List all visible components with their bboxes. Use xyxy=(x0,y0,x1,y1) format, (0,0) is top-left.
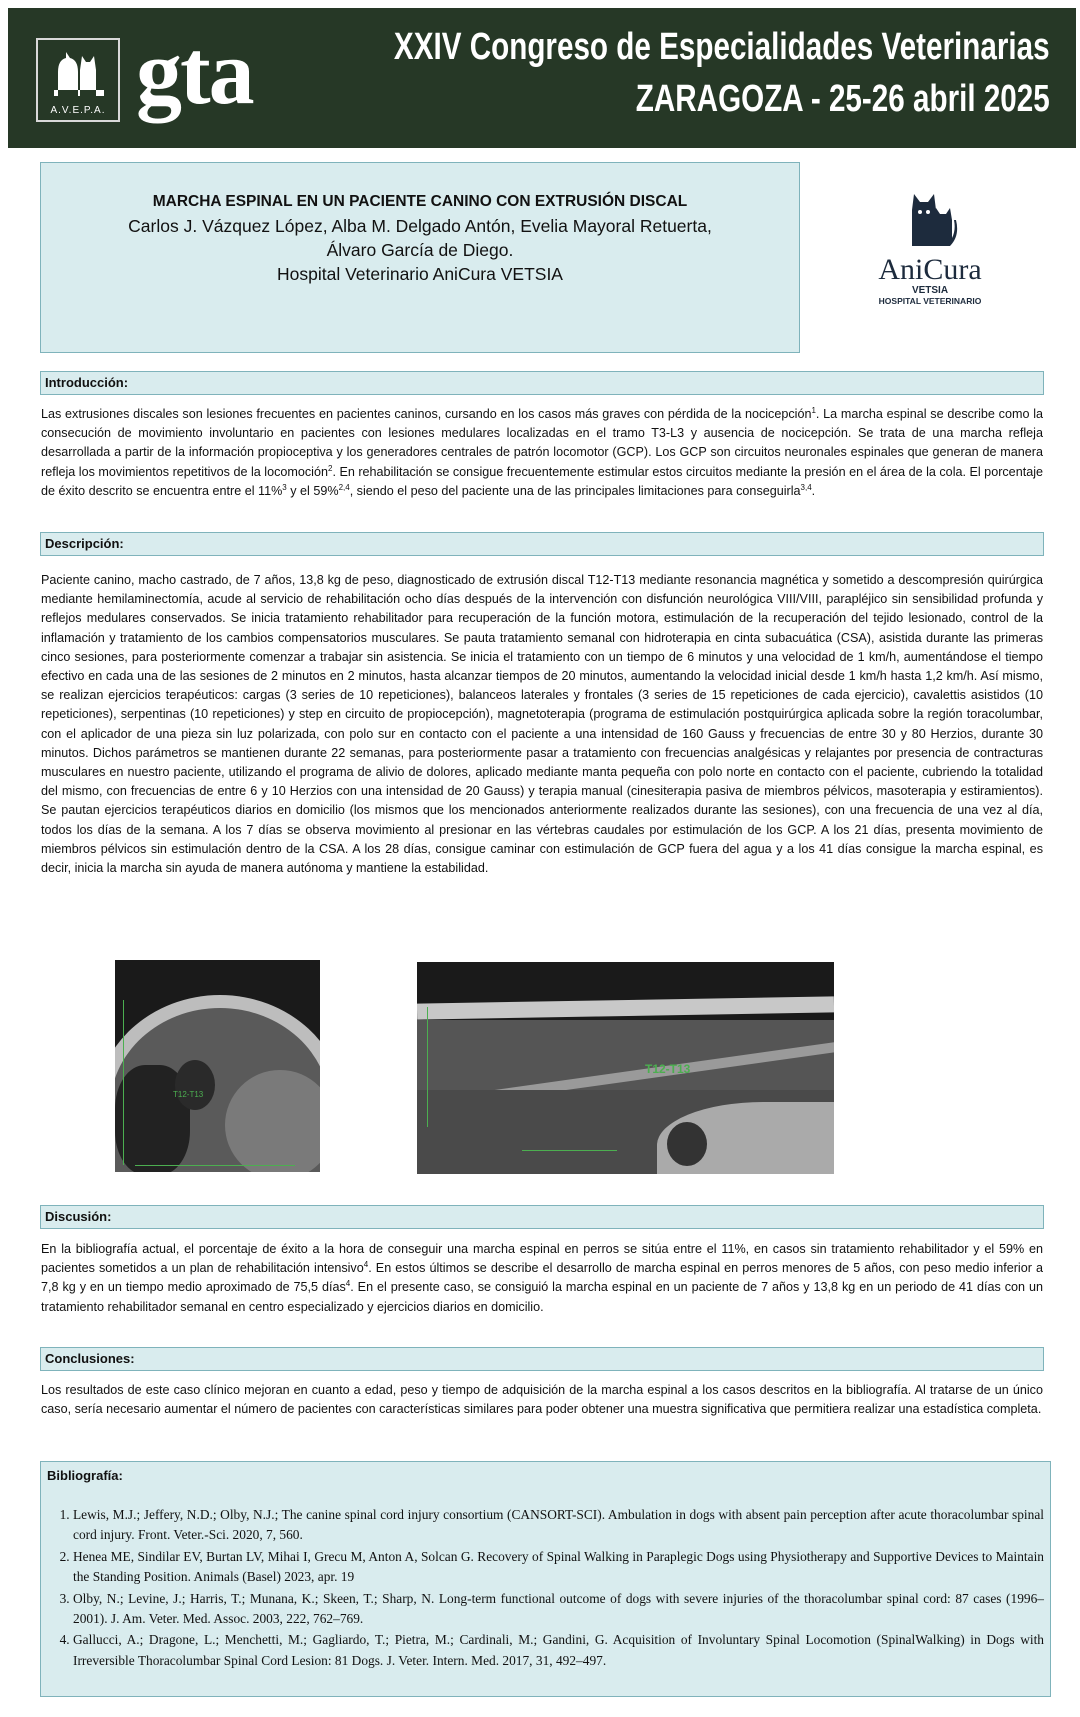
bibliography-item: 1. Lewis, M.J.; Jeffery, N.D.; Olby, N.J.; The canine spinal cord injury consortium (CANSORT-SCI). Ambulation in dogs with absent pain perception after acute thoracolumbar spinal cord injury. Front. Veter.-Sci. 2020, 7, 560. xyxy=(73,1505,1044,1546)
description-heading: Descripción: xyxy=(40,532,1044,556)
anicura-logo xyxy=(860,190,1000,305)
text-fragment: . La marcha espinal se describe como la consecución de movimiento involuntario en pacientes con lesiones medulares localizadas en el tramo T3-L3 y ausencia de nocicepción. Se trata de una marcha refleja desarrollada a partir de la información propioceptiva y los generadores centrales de patrón locomotor (GCP). Los GCP son circuitos neuronales espinales que generan de manera refleja los movimientos repetitivos de la locomoción xyxy=(41,407,1043,479)
mri-sagittal-label: T12-T13 xyxy=(645,1062,691,1076)
mri-axial-label: T12-T13 xyxy=(173,1090,204,1099)
citation-ref: 1 xyxy=(811,405,816,415)
bibliography-item: 2. Henea ME, Sindilar EV, Burtan LV, Mihai I, Grecu M, Anton A, Solcan G. Recovery of Spinal Walking in Paraplegic Dogs using Physiotherapy and Supportive Devices to Maintain the Standing Position. Animals (Basel) 2023, apr. 19 xyxy=(73,1547,1044,1588)
citation-ref: 2,4 xyxy=(338,482,350,492)
anicura-cats-icon xyxy=(902,190,958,246)
text-fragment: En la bibliografía actual, el porcentaje de éxito a la hora de conseguir una marcha espinal en perros se sitúa entre el 11%, en casos sin tratamiento rehabilitador y el 59% en pacientes sometidos a un plan de rehabilitación intensivo xyxy=(41,1242,1043,1276)
citation-ref: 4 xyxy=(363,1260,369,1270)
intro-text xyxy=(41,405,1043,501)
congress-header-banner xyxy=(8,8,1076,148)
conclusions-heading: Conclusiones: xyxy=(40,1347,1044,1371)
authors-line-1: Carlos J. Vázquez López, Alba M. Delgado Antón, Evelia Mayoral Retuerta, xyxy=(128,216,712,236)
conclusions-text: Los resultados de este caso clínico mejoran en cuanto a edad, peso y tiempo de adquisición de la marcha espinal a los casos descritos en la bibliografía. Al tratarse de un único caso, sería necesario aumentar el número de pacientes con características similares para poder obtener una muestra significativa que permitiera realizar una estadística completa. xyxy=(41,1383,1043,1417)
anicura-hospital: HOSPITAL VETERINARIO xyxy=(878,296,982,306)
text-fragment: . xyxy=(811,483,816,498)
authors-line-2: Álvaro García de Diego. xyxy=(326,240,514,260)
discussion-text xyxy=(41,1240,1043,1317)
citation-ref: 2 xyxy=(328,463,333,473)
gta-logo: gta xyxy=(136,21,253,123)
text-fragment: . En estos últimos se describe el desarrollo de marcha espinal en perros menores de 5 años, con peso medio inferior a 7,8 kg y en un tiempo medio aproximado de 75,5 días xyxy=(41,1261,1044,1295)
congress-title: XXIV Congreso de Especialidades Veterinarias xyxy=(394,26,1050,68)
avepa-label: A.V.E.P.A. xyxy=(50,105,106,116)
mri-axial-image xyxy=(115,960,320,1172)
bibliography-item: 4. Gallucci, A.; Dragone, L.; Menchetti, M.; Gagliardo, T.; Pietra, M.; Cardinali, M.; Gandini, G. Acquisition of Involuntary Spinal Locomotion (SpinalWalking) in Dogs with Irreversible Thoracolumbar Spinal Cord Lesion: 81 Dogs. J. Veter. Intern. Med. 2017, 31, 492–497. xyxy=(73,1630,1044,1671)
text-fragment: , siendo el peso del paciente una de las principales limitaciones para conseguirla xyxy=(349,483,801,498)
bibliography-heading: Bibliografía: xyxy=(47,1468,123,1483)
text-fragment: y el 59% xyxy=(286,483,339,498)
bibliography-box xyxy=(40,1461,1051,1697)
anicura-vetsia: VETSIA xyxy=(911,285,949,296)
mri-sagittal-image xyxy=(417,962,834,1174)
text-fragment: . En el presente caso, se consiguió la marcha espinal en un paciente de 7 años y 13,8 kg en un periodo de 41 días con un tratamiento rehabilitador semanal en centro especializado y ejercicios diarios en domicilio. xyxy=(41,1280,1043,1314)
bibliography-list xyxy=(47,1505,1044,1671)
title-box xyxy=(40,162,800,353)
text-fragment: . En rehabilitación se consigue frecuentemente estimular estos circuitos mediante la presión en el área de la cola. El porcentaje de éxito descrito se encuentra entre el 11% xyxy=(41,464,1043,498)
citation-ref: 4 xyxy=(345,1279,351,1289)
description-text: Paciente canino, macho castrado, de 7 años, 13,8 kg de peso, diagnosticado de extrusión discal T12-T13 mediante resonancia magnética y sometido a descompresión quirúrgica mediante hemilaminectomía, acude al servicio de rehabilitación ocho días después de la intervención con disfunción neurológica VIII/VIII, parapléjico sin sensibilidad profunda y reflejos medulares conservados. Se inicia tratamiento rehabilitador para recuperación de la función motora, estimulación de la recuperación del tejido lesionado, control de la inflamación y tratamiento de los cambios compensatorios musculares. Se pauta tratamiento semanal con hidroterapia en cinta subacuática (CSA), asistida durante las primeras cinco sesiones, para posteriormente comenzar a trabajar sin asistencia. Se inicia el tratamiento con un tiempo de 6 minutos y una velocidad de 1 km/h, aumentándose el tiempo efectivo en cada una de las sesiones de 2 minutos en 2 minutos, hasta alcanzar tiempos de 20 minutos, aumentando la velocidad inicial desde 1 km/h hasta 1,2 km/h. Así mismo, se realizan ejercicios terapéuticos: cargas (3 series de 10 repeticiones), balanceos laterales y frontales (3 series de 15 repeticiones de cada ejercicio), cavalettis asistidos (10 repeticiones), serpentinas (10 repeticiones) y step en circuito de propiocepción), magnetoterapia (programa de estimulación postquirúrgica aplicada sobre la región toracolumbar, con el aplicador de una pieza sin luz polarizada, con polo sur en contacto con el paciente a una intensidad de 160 Gauss y frecuencias de entre 30 y 80 Herzios, durante 30 minutos. Dichos parámetros se mantienen durante 22 semanas, para posteriormente pasar a tratamiento con frecuencias analgésicas y relajantes por presencia de contracturas musculares en nuestro paciente, utilizando el programa de alivio de dolores, aplicado mediante manta pequeña con polo norte en contacto con el paciente, cubriendo la totalidad del mismo, con frecuencias de entre 6 y 10 Herzios con una intensidad de 20 Gauss) y terapia manual (cinesiterapia pasiva de miembros pélvicos, masoterapia y estiramientos). Se pautan ejercicios terapéuticos diarios en domicilio (los mismos que los mencionados anteriormente realizados durante las sesiones), con una frecuencia de una vez al día, todos los días de la semana. A los 7 días se observa movimiento al presionar en las vértebras caudales por estimulación de los GCP. A los 21 días, presenta movimiento de miembros pélvicos sin estimulación dentro de la CSA. A los 28 días, consigue caminar con estimulación de GCP fuera del agua y a los 41 días consigue la marcha espinal, es decir, inicia la marcha sin ayuda de manera autónoma y mantiene la estabilidad. xyxy=(41,573,1043,876)
citation-ref: 3,4 xyxy=(800,482,812,492)
discussion-heading: Discusión: xyxy=(40,1205,1044,1229)
dog-cat-logo-icon xyxy=(52,50,106,96)
bibliography-item: 3. Olby, N.; Levine, J.; Harris, T.; Munana, K.; Skeen, T.; Sharp, N. Long-term functional outcome of dogs with severe injuries of the thoracolumbar spinal cord: 87 cases (1996–2001). J. Am. Veter. Med. Assoc. 2003, 222, 762–769. xyxy=(73,1589,1044,1630)
avepa-logo xyxy=(36,38,120,122)
citation-ref: 3 xyxy=(282,482,287,492)
poster-title: MARCHA ESPINAL EN UN PACIENTE CANINO CON EXTRUSIÓN DISCAL xyxy=(152,193,688,210)
anicura-name: AniCura xyxy=(878,253,982,286)
intro-heading: Introducción: xyxy=(40,371,1044,395)
institution: Hospital Veterinario AniCura VETSIA xyxy=(277,264,563,284)
text-fragment: Las extrusiones discales son lesiones frecuentes en pacientes caninos, cursando en los casos más graves con pérdida de la nocicepción xyxy=(41,407,812,421)
congress-location-date: ZARAGOZA - 25-26 abril 2025 xyxy=(636,78,1050,120)
